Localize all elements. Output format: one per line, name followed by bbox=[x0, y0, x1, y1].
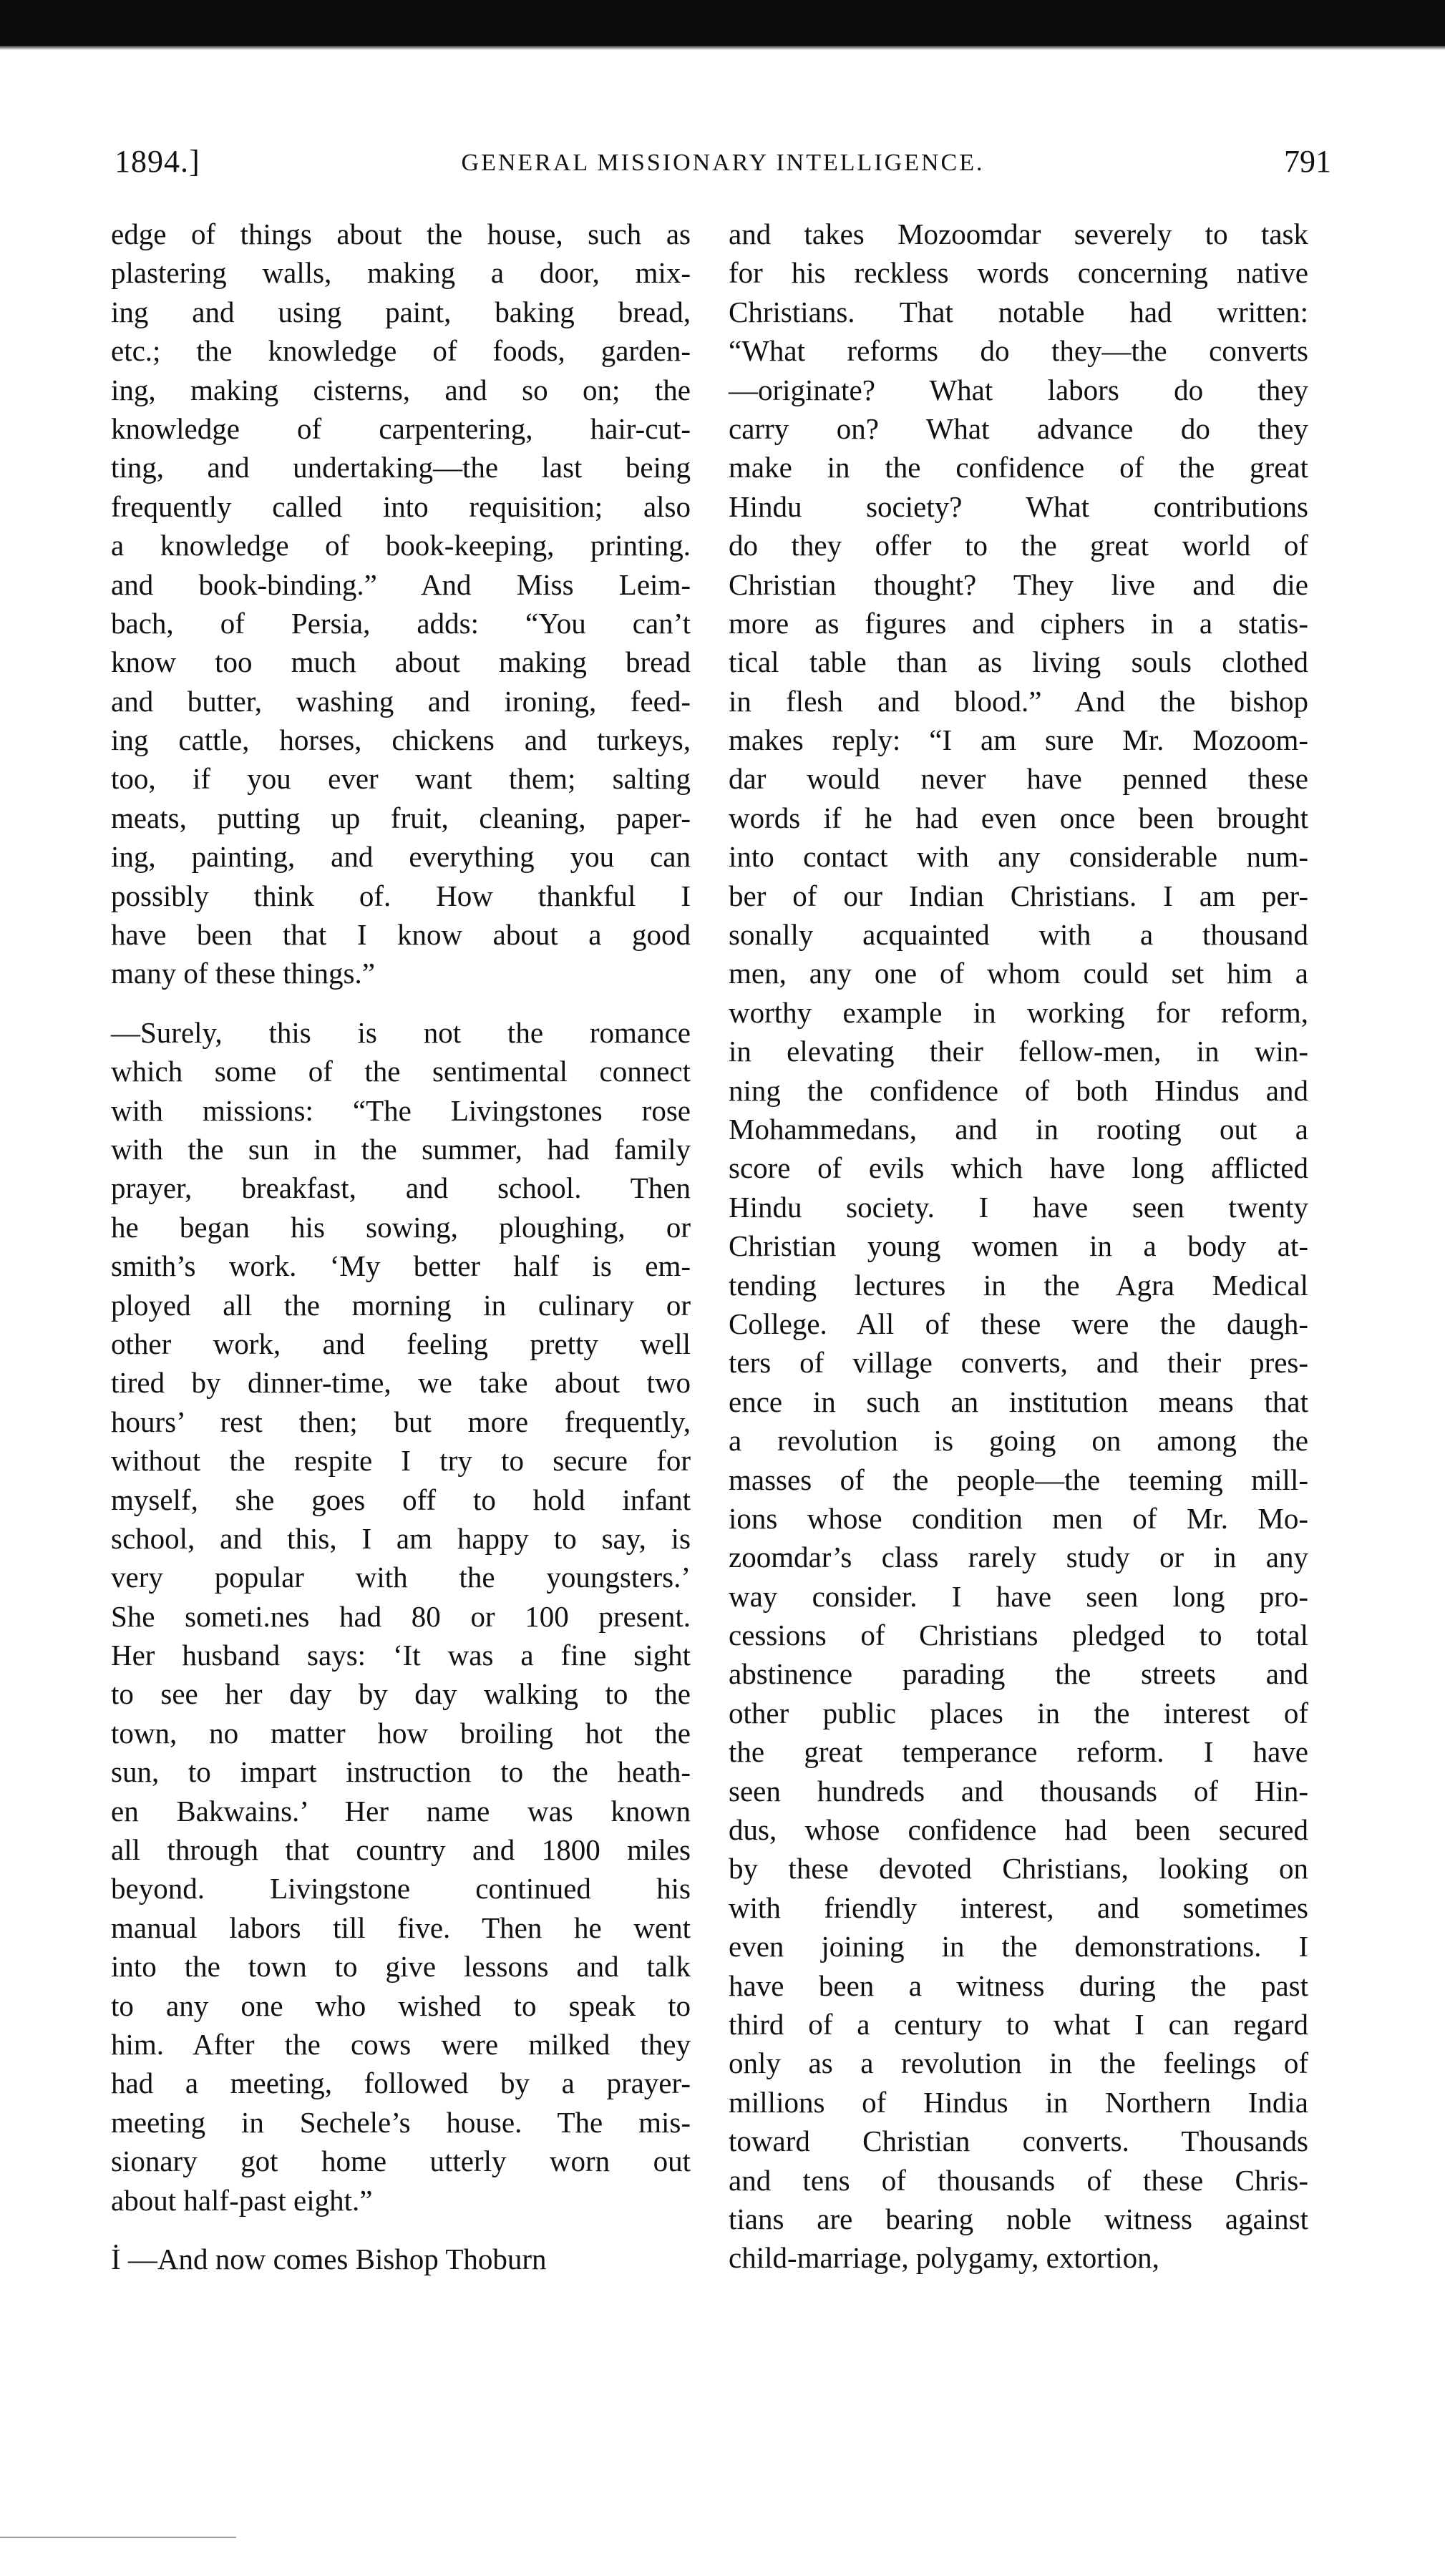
page-number: 791 bbox=[1284, 144, 1331, 179]
text-line: child-marriage, polygamy, extortion, bbox=[729, 2241, 1159, 2275]
text-line: even joining in the demonstrations. I bbox=[729, 1930, 1308, 1963]
scan-top-border bbox=[0, 0, 1445, 46]
text-line: en Bakwains.’ Her name was known bbox=[111, 1794, 691, 1828]
text-line: İ —And now comes Bishop Thoburn bbox=[111, 2242, 547, 2275]
text-line: ployed all the morning in culinary or bbox=[111, 1288, 691, 1322]
text-line: for his reckless words concerning native bbox=[729, 256, 1308, 290]
text-line: “What reforms do they—the converts bbox=[729, 334, 1308, 368]
text-line: frequently called into requisition; also bbox=[111, 489, 691, 523]
text-line: school, and this, I am happy to say, is bbox=[111, 1521, 691, 1555]
text-line: cessions of Christians pledged to total bbox=[729, 1619, 1308, 1652]
text-line: and book-binding.” And Miss Leim- bbox=[111, 567, 691, 601]
text-line: only as a revolution in the feelings of bbox=[729, 2046, 1308, 2080]
text-line: and tens of thousands of these Chris- bbox=[729, 2163, 1308, 2197]
text-line: She someti.nes had 80 or 100 present. bbox=[111, 1599, 691, 1633]
text-line: dus, whose confidence had been secured bbox=[729, 1813, 1308, 1847]
text-line: Christian thought? They live and die bbox=[729, 567, 1308, 601]
text-line: have been that I know about a good bbox=[111, 918, 691, 952]
text-line: ing cattle, horses, chickens and turkeys, bbox=[111, 723, 691, 757]
text-line: and takes Mozoomdar severely to task bbox=[729, 218, 1308, 250]
text-line: know too much about making bread bbox=[111, 645, 691, 679]
text-line: possibly think of. How thankful I bbox=[111, 879, 691, 912]
text-line: etc.; the knowledge of foods, garden- bbox=[111, 334, 691, 368]
text-line: way consider. I have seen long pro- bbox=[729, 1579, 1308, 1613]
text-line: smith’s work. ‘My better half is em- bbox=[111, 1249, 691, 1283]
text-line: more as figures and ciphers in a statis- bbox=[729, 606, 1308, 640]
text-line: Christians. That notable had written: bbox=[729, 295, 1308, 328]
text-line: have been a witness during the past bbox=[729, 1968, 1308, 2002]
text-line: Christian young women in a body at- bbox=[729, 1229, 1308, 1263]
text-line: sun, to impart instruction to the heath- bbox=[111, 1755, 691, 1789]
text-line: masses of the people—the teeming mill- bbox=[729, 1463, 1308, 1496]
text-line: toward Christian converts. Thousands bbox=[729, 2124, 1308, 2158]
text-line: abstinence parading the streets and bbox=[729, 1657, 1308, 1691]
left-column bbox=[111, 215, 691, 2298]
text-line: with missions: “The Livingstones rose bbox=[111, 1093, 691, 1127]
text-line: myself, she goes off to hold infant bbox=[111, 1483, 691, 1516]
text-line: —Surely, this is not the romance bbox=[111, 1015, 691, 1049]
text-line: town, no matter how broiling hot the bbox=[111, 1716, 691, 1750]
text-line: he began his sowing, ploughing, or bbox=[111, 1210, 691, 1244]
text-line: ing and using paint, baking bread, bbox=[111, 295, 691, 328]
text-line: ing, painting, and everything you can bbox=[111, 840, 691, 874]
text-line: all through that country and 1800 miles bbox=[111, 1833, 691, 1867]
text-line: about half-past eight.” bbox=[111, 2183, 373, 2217]
running-head bbox=[115, 140, 1331, 183]
text-line: a knowledge of book-keeping, printing. bbox=[111, 529, 691, 562]
text-line: Her husband says: ‘It was a fine sight bbox=[111, 1639, 691, 1672]
text-line: the great temperance reform. I have bbox=[729, 1735, 1308, 1769]
text-line: knowledge of carpentering, hair-cut- bbox=[111, 411, 691, 445]
scan-top-border-shadow bbox=[0, 46, 1445, 50]
running-head-year: 1894.] bbox=[115, 144, 200, 179]
text-line: by these devoted Christians, looking on bbox=[729, 1852, 1308, 1885]
text-line: College. All of these were the daugh- bbox=[729, 1307, 1308, 1340]
text-line: Hindu society? What contributions bbox=[729, 489, 1308, 523]
text-line: bach, of Persia, adds: “You can’t bbox=[111, 606, 691, 640]
text-line: had a meeting, followed by a prayer- bbox=[111, 2067, 691, 2100]
text-line: meats, putting up fruit, cleaning, paper- bbox=[111, 801, 691, 834]
paragraph bbox=[729, 215, 1308, 2278]
text-line: tians are bearing noble witness against bbox=[729, 2202, 1308, 2235]
paragraph bbox=[111, 215, 691, 993]
text-line: tical table than as living souls clothed bbox=[729, 645, 1308, 679]
text-line: zoomdar’s class rarely study or in any bbox=[729, 1541, 1308, 1574]
text-line: edge of things about the house, such as bbox=[111, 218, 691, 250]
text-line: worthy example in working for reform, bbox=[729, 995, 1308, 1029]
text-line: without the respite I try to secure for bbox=[111, 1444, 691, 1478]
text-line: Hindu society. I have seen twenty bbox=[729, 1190, 1308, 1224]
running-head-title: GENERAL MISSIONARY INTELLIGENCE. bbox=[461, 150, 985, 176]
text-line: hours’ rest then; but more frequently, bbox=[111, 1405, 691, 1438]
text-line: beyond. Livingstone continued his bbox=[111, 1872, 691, 1906]
text-line: plastering walls, making a door, mix- bbox=[111, 256, 691, 290]
text-line: other work, and feeling pretty well bbox=[111, 1327, 691, 1360]
paragraph bbox=[111, 1013, 691, 2220]
text-line: ting, and undertaking—the last being bbox=[111, 451, 691, 484]
paragraph bbox=[111, 2240, 691, 2278]
text-line: to see her day by day walking to the bbox=[111, 1677, 691, 1711]
text-line: and butter, washing and ironing, feed- bbox=[111, 684, 691, 718]
text-line: manual labors till five. Then he went bbox=[111, 1911, 691, 1944]
text-line: tending lectures in the Agra Medical bbox=[729, 1268, 1308, 1302]
text-line: prayer, breakfast, and school. Then bbox=[111, 1171, 691, 1205]
text-line: into the town to give lessons and talk bbox=[111, 1950, 691, 1984]
text-line: sionary got home utterly worn out bbox=[111, 2145, 691, 2178]
text-line: seen hundreds and thousands of Hin- bbox=[729, 1774, 1308, 1807]
text-line: ning the confidence of both Hindus and bbox=[729, 1073, 1308, 1107]
text-line: many of these things.” bbox=[111, 957, 375, 990]
text-line: ing, making cisterns, and so on; the bbox=[111, 373, 691, 406]
text-line: ions whose condition men of Mr. Mo- bbox=[729, 1501, 1308, 1535]
text-line: third of a century to what I can regard bbox=[729, 2007, 1308, 2041]
text-line: carry on? What advance do they bbox=[729, 411, 1308, 445]
text-line: Mohammedans, and in rooting out a bbox=[729, 1112, 1308, 1146]
text-line: ence in such an institution means that bbox=[729, 1385, 1308, 1418]
text-line: tired by dinner-time, we take about two bbox=[111, 1366, 691, 1400]
text-line: in flesh and blood.” And the bishop bbox=[729, 684, 1308, 718]
text-line: very popular with the youngsters.’ bbox=[111, 1561, 691, 1594]
text-line: him. After the cows were milked they bbox=[111, 2027, 691, 2061]
text-line: ters of village converts, and their pres- bbox=[729, 1346, 1308, 1380]
text-line: too, if you ever want them; salting bbox=[111, 762, 691, 796]
text-line: score of evils which have long afflicted bbox=[729, 1151, 1308, 1185]
text-line: in elevating their fellow-men, in win- bbox=[729, 1035, 1308, 1068]
text-line: to any one who wished to speak to bbox=[111, 1989, 691, 2022]
text-line: a revolution is going on among the bbox=[729, 1424, 1308, 1458]
text-line: sonally acquainted with a thousand bbox=[729, 918, 1308, 952]
text-line: makes reply: “I am sure Mr. Mozoom- bbox=[729, 723, 1308, 757]
text-line: men, any one of whom could set him a bbox=[729, 957, 1308, 990]
text-line: ber of our Indian Christians. I am per- bbox=[729, 879, 1308, 912]
text-line: dar would never have penned these bbox=[729, 762, 1308, 796]
text-line: millions of Hindus in Northern India bbox=[729, 2085, 1308, 2119]
text-line: which some of the sentimental connect bbox=[111, 1055, 691, 1088]
right-column bbox=[729, 215, 1308, 2298]
text-line: with friendly interest, and sometimes bbox=[729, 1890, 1308, 1924]
text-line: —originate? What labors do they bbox=[729, 373, 1308, 406]
text-line: other public places in the interest of bbox=[729, 1696, 1308, 1729]
scan-bottom-rule bbox=[0, 2537, 236, 2538]
text-line: with the sun in the summer, had family bbox=[111, 1132, 691, 1166]
text-line: meeting in Sechele’s house. The mis- bbox=[111, 2105, 691, 2139]
text-line: words if he had even once been brought bbox=[729, 801, 1308, 834]
text-line: make in the confidence of the great bbox=[729, 451, 1308, 484]
text-line: do they offer to the great world of bbox=[729, 529, 1308, 562]
text-line: into contact with any considerable num- bbox=[729, 840, 1308, 874]
